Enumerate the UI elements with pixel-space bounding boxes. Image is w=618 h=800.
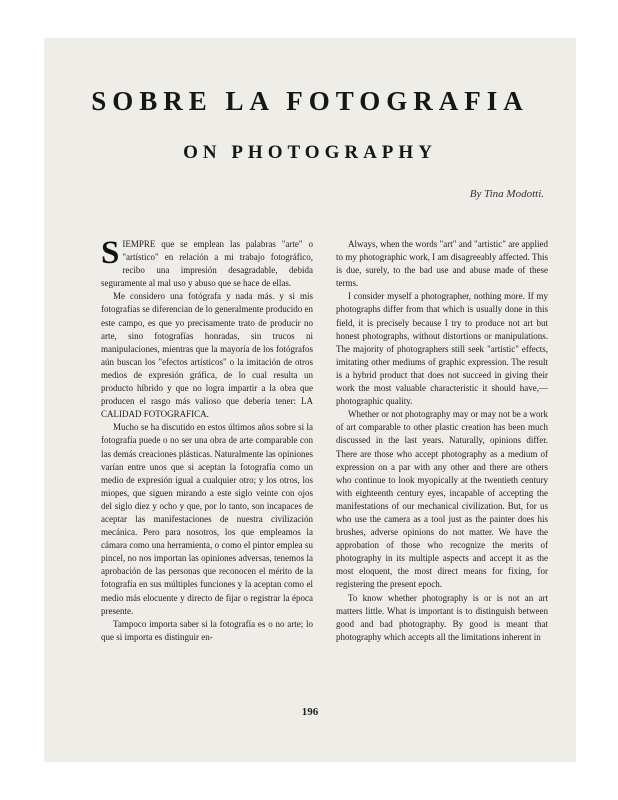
page-number: 196 — [301, 706, 319, 718]
english-paragraph-3: Whether or not photography may or may not be a work of art comparable to other plastic creation has been much discussed in the last years. Naturally, opinions differ. There are those who accept photography as a medium of expression on a par with any other and there are others who continue to look myopically at the twentieth century with eighteenth century eyes, incapable of accepting the manifestations of our mechanical civilization. But, for us who use the camera as a tool just as the painter does his brushes, adverse opinions do not matter. We have the approbation of those who recognize the merits of photography in its multiple aspects and accept it as the most eloquent, the most direct means for fixing, for registering the present epoch. — [336, 409, 548, 590]
english-column — [336, 238, 548, 644]
page-title: SOBRE LA FOTOGRAFIA — [91, 86, 529, 116]
spanish-column — [101, 235, 313, 644]
spanish-paragraph-1-text: IEMPRE que se emplean las palabras "arte" o "artístico" en relación a mi trabajo fotográfico, recibo una impresión desagradable, debida seguramente al mal uso y abuso que se hace de ellas. — [101, 239, 313, 289]
magazine-page — [44, 38, 576, 762]
spanish-paragraph-4: Tampoco importa saber si la fotografía es o no arte; lo que si importa es distinguir en- — [101, 618, 313, 642]
english-paragraph-1: Always, when the words "art" and "artistic" are applied to my photographic work, I am disagreeably affected. This is due, surely, to the bad use and abuse made of these terms. — [336, 239, 548, 289]
page-subtitle: ON PHOTOGRAPHY — [183, 142, 437, 163]
english-paragraph-2: I consider myself a photographer, nothing more. If my photographs differ from that which is usually done in this field, it is precisely because I try to produce not art but honest photographs, without distortions or manipulations. The majority of photographers still seek "artistic" effects, imitating other mediums of graphic expression. The result is a hybrid product that does not succeed in giving their work the most valuable characteristic it should have,—photographic quality. — [336, 291, 548, 407]
spanish-paragraph-1 — [101, 235, 313, 290]
spanish-paragraph-3: Mucho se ha discutido en estos últimos años sobre si la fotografía puede o no ser una obra de arte comparable con las demás creaciones plásticas. Naturalmente las opiniones varían entre unos que si aceptan la fotografía como un medio de expresión igual a cualquier otro; y los otros, los miopes, que siguen mirando a este siglo veinte con ojos del siglo diez y ocho y que, por lo tanto, son incapaces de aceptar las manifestaciones de nuestra civilización mecánica. Pero para nosotros, los que empleamos la cámara como una herramienta, o como el pintor emplea su pincel, no nos importan las opiniones adversas, tenemos la aprobación de las personas que reconocen el mérito de la fotografía en sus múltiples funciones y la aceptan como el medio más elocuente y directo de fijar o registrar la época presente. — [101, 422, 313, 616]
drop-cap: S — [101, 235, 120, 271]
spanish-paragraph-2: Me considero una fotógrafa y nada más. y si mis fotografías se diferencian de lo generalmente producido en este campo, es que yo precisamente trato de producir no arte, sino fotografías honradas, sin trucos ni manipulaciones, mientras que la mayoría de los fotógrafos aún buscan los "efectos artísticos" o la imitación de otros medios de expresión gráfica, de lo cual resulta un producto híbrido y que no logra impartir a la obra que producen el rasgo más valioso que debería tener: LA CALIDAD FOTOGRAFICA. — [101, 291, 313, 420]
english-paragraph-4: To know whether photography is or is not an art matters little. What is important is to distinguish between good and bad photography. By good is meant that photography which accepts all the limitations inherent in — [336, 592, 548, 642]
author-byline: By Tina Modotti. — [469, 188, 544, 200]
